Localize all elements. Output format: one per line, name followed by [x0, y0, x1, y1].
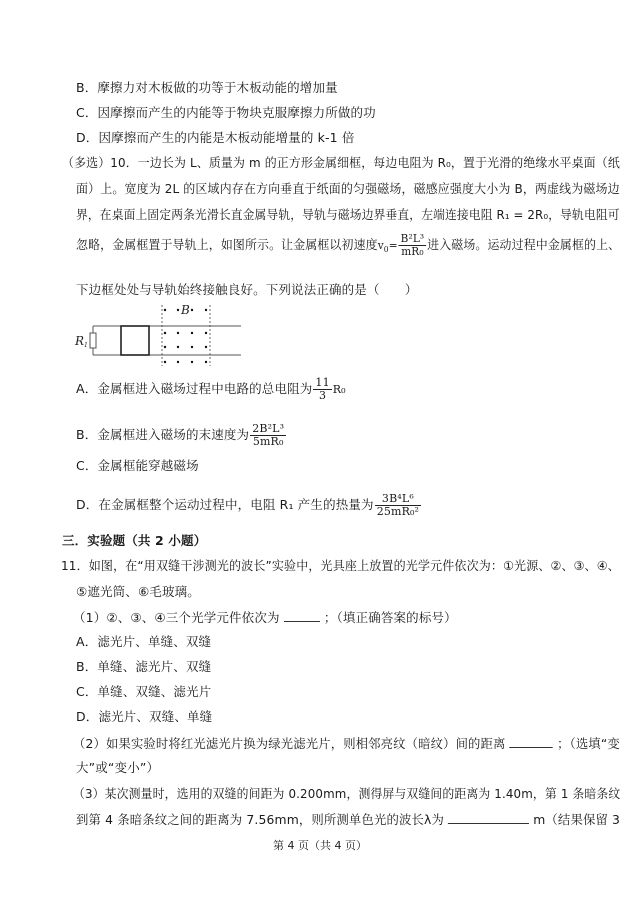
fraction-numerator: B²L³	[400, 232, 425, 245]
fraction-denominator: 25mR₀²	[376, 505, 420, 518]
answer-blank[interactable]	[284, 609, 320, 622]
field-dot	[177, 309, 179, 311]
option-letter: C．	[76, 684, 98, 699]
part-text: 到第 4 条暗条纹之间的距离为 7.56mm，则所测单色光的波长λ为	[76, 812, 444, 827]
option-letter: C．	[76, 105, 98, 120]
fraction-denominator: 3	[319, 389, 327, 402]
q11-part2	[73, 735, 620, 752]
option-fraction	[313, 377, 331, 402]
answer-blank[interactable]	[448, 811, 529, 824]
q9-option-d	[76, 130, 355, 146]
option-letter: B．	[76, 427, 98, 442]
option-text: 在金属框整个运动过程中，电阻 R₁ 产生的热量为	[98, 497, 374, 512]
q11-part2-line2: 大”或“变小”）	[76, 760, 160, 775]
q10-option-b	[76, 423, 287, 448]
fraction-denominator: mR₀	[401, 245, 424, 258]
option-suffix: R₀	[332, 383, 346, 396]
stem-text: 进入磁场。运动过程中金属框的上、	[427, 237, 621, 252]
option-letter: C．	[76, 458, 98, 473]
part-text: ；（填正确答案的标号）	[323, 610, 457, 625]
option-text: 因摩擦而产生的内能是木板动能增量的 k-1 倍	[98, 130, 355, 145]
q11-stem-line2: ⑤遮光筒、⑥毛玻璃。	[76, 584, 200, 599]
field-dot	[164, 309, 166, 311]
part-text: m（结果保留 3	[533, 812, 621, 827]
fraction-numerator: 3B⁴L⁶	[375, 493, 421, 506]
fraction-numerator: 2B²L³	[252, 422, 285, 435]
q9-option-b	[76, 80, 338, 96]
option-text: 金属框进入磁场过程中电路的总电阻为	[97, 381, 313, 396]
option-text: 滤光片、单缝、双缝	[97, 634, 212, 649]
field-dot	[205, 346, 207, 348]
part-text: （1）②、③、④三个光学元件依次为	[73, 610, 280, 625]
field-dot	[177, 346, 179, 348]
field-dot	[177, 332, 179, 334]
page-footer: 第 4 页（共 4 页）	[273, 839, 367, 852]
option-letter: B．	[76, 80, 98, 95]
field-dot	[191, 309, 193, 311]
q11-option-a	[76, 634, 211, 650]
resistor-subscript: 1	[84, 342, 88, 349]
option-text: 滤光片、双缝、单缝	[98, 709, 213, 724]
q10-stem-line5: 下边框处处与导轨始终接触良好。下列说法正确的是（ ）	[76, 282, 418, 297]
option-fraction	[250, 423, 286, 448]
q10-stem-line4	[76, 233, 620, 258]
option-text: 单缝、滤光片、双缝	[97, 659, 212, 674]
field-dot	[205, 361, 207, 363]
q11-option-d	[76, 709, 212, 725]
field-dot	[191, 361, 193, 363]
field-dot	[164, 332, 166, 334]
option-text: 因摩擦而产生的内能等于物块克服摩擦力所做的功	[97, 105, 376, 120]
option-letter: B．	[76, 659, 98, 674]
field-dot	[177, 361, 179, 363]
fraction-numerator: 11	[315, 376, 330, 389]
q10-stem-line2: 面）上。宽度为 2L 的区域内存在方向垂直于纸面的匀强磁场，磁感应强度大小为 B，两虚线为磁场边	[76, 181, 620, 196]
option-text: 单缝、双缝、滤光片	[97, 684, 212, 699]
q11-part1	[73, 609, 457, 626]
equals-sign: =	[388, 239, 398, 252]
option-letter: D．	[76, 709, 99, 724]
option-letter: A．	[76, 381, 98, 396]
field-dot	[164, 346, 166, 348]
part-text: （2）如果实验时将红光滤光片换为绿光滤光片，则相邻亮纹（暗纹）间的距离	[73, 736, 506, 751]
part-text: ；（选填“变	[557, 736, 620, 751]
section-heading: 三．实验题（共 2 小题）	[62, 533, 207, 548]
q10-option-d	[76, 493, 422, 518]
q11-option-b	[76, 659, 211, 675]
fraction-denominator: 5mR₀	[252, 435, 284, 448]
q10-option-c	[76, 458, 199, 474]
q11-option-c	[76, 684, 211, 700]
option-text: 金属框进入磁场的末速度为	[97, 427, 250, 442]
field-dot	[191, 346, 193, 348]
option-text: 金属框能穿越磁场	[97, 458, 199, 473]
option-text: 摩擦力对木板做的功等于木板动能的增加量	[97, 80, 338, 95]
q11-stem-line1: 11．如图，在“用双缝干涉测光的波长”实验中，光具座上放置的光学元件依次为：①光源、②、③、④、	[61, 558, 620, 573]
resistor-label: R	[75, 334, 85, 348]
v0-fraction	[399, 233, 426, 258]
q9-option-c	[76, 105, 376, 121]
answer-blank[interactable]	[510, 735, 553, 748]
q11-part3-line1: （3）某次测量时，选用的双缝的间距为 0.200mm，测得屏与双缝间的距离为 1.40m，第 1 条暗条纹	[73, 786, 621, 801]
q10-stem-line3: 界，在桌面上固定两条光滑长直金属导轨，导轨与磁场边界垂直，左端连接电阻 R₁ = 2R₀，导轨电阻可	[76, 207, 620, 222]
q10-circuit-figure	[60, 300, 260, 372]
option-letter: A．	[76, 634, 98, 649]
resistor-icon	[90, 333, 96, 348]
v0-symbol: $v_0$	[377, 239, 389, 255]
metal-frame	[121, 326, 149, 355]
field-dot	[191, 332, 193, 334]
option-fraction	[375, 493, 421, 518]
field-dot	[164, 361, 166, 363]
q10-option-a	[76, 377, 346, 402]
option-letter: D．	[76, 497, 99, 512]
option-letter: D．	[76, 130, 99, 145]
q10-stem-line1: （多选）10．一边长为 L、质量为 m 的正方形金属细框，每边电阻为 R₀，置于光滑的绝缘水平桌面（纸	[62, 155, 620, 170]
field-dot	[205, 332, 207, 334]
stem-text: 忽略，金属框置于导轨上，如图所示。让金属框以初速度	[76, 237, 378, 252]
field-dot	[205, 309, 207, 311]
field-label: B	[181, 303, 190, 317]
q11-part3-line2	[76, 811, 620, 828]
